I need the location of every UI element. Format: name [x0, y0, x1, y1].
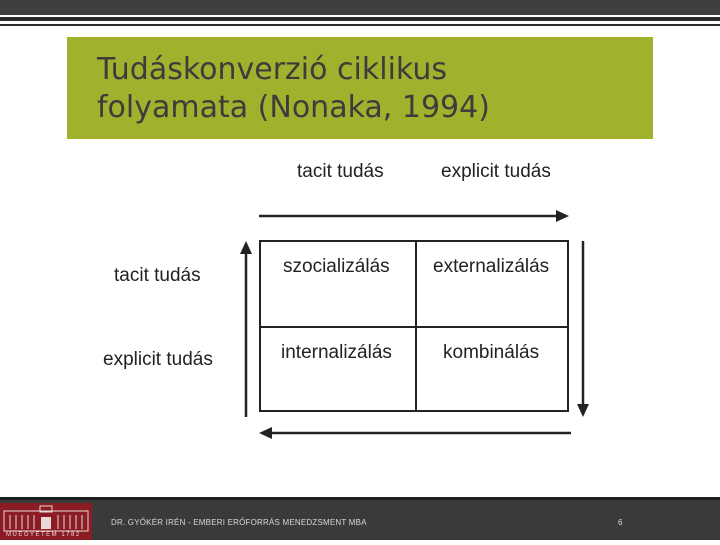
- conversion-matrix: [259, 240, 569, 412]
- bottom-arrow-head: [259, 427, 272, 439]
- column-header-tacit: tacit tudás: [297, 161, 384, 182]
- cell-socialization: szocializálás: [283, 256, 390, 277]
- right-arrow-head: [577, 404, 589, 417]
- cell-externalization: externalizálás: [433, 256, 550, 277]
- slide-title-line2: folyamata (Nonaka, 1994): [97, 90, 490, 125]
- row-header-tacit: tacit tudás: [114, 265, 201, 286]
- cell-internalization: internalizálás: [281, 342, 392, 363]
- row-header-explicit: explicit tudás: [103, 349, 213, 370]
- university-logo: [0, 503, 92, 540]
- left-arrow-head: [240, 241, 252, 254]
- page-number: 6: [618, 518, 623, 527]
- cell-combination: kombinálás: [443, 342, 540, 363]
- logo-caption: MŰEGYETEM 1782: [6, 532, 81, 538]
- top-arrow-head: [556, 210, 569, 222]
- footer-text: DR. GYŐKÉR IRÉN - EMBERI ERŐFORRÁS MENEDZSMENT MBA: [111, 518, 367, 527]
- footer-rule: [0, 497, 720, 500]
- slide-title-line1: Tudáskonverzió ciklikus: [97, 52, 447, 87]
- column-header-explicit: explicit tudás: [441, 161, 551, 182]
- matrix-divider-horizontal: [261, 326, 567, 328]
